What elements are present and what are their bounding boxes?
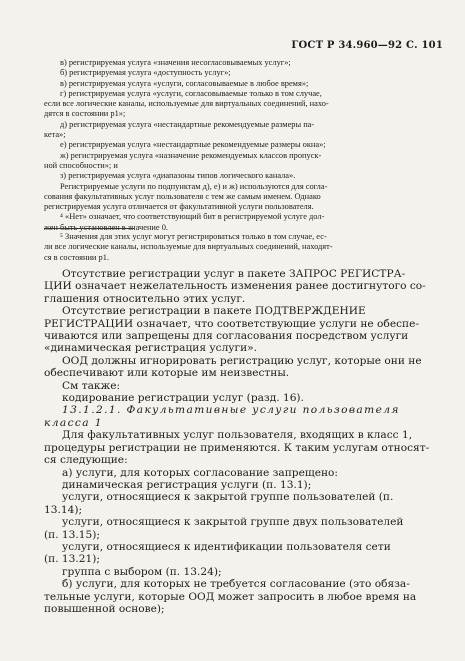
text-line: ся следующие: xyxy=(44,454,128,467)
text-line: б) услуги, для которых не требуется согласование (это обяза- xyxy=(62,578,410,591)
list-line: б) регистрируемая услуга «доступность услуг»; xyxy=(60,68,231,78)
list-line: в) регистрируемая услуга «услуги, согласовываемые в любое время»; xyxy=(60,78,309,88)
list-line: в) регистрируемая услуга «значения несогласовываемых услуг»; xyxy=(60,58,291,67)
main-text xyxy=(44,268,442,615)
text-line: Отсутствие регистрации услуг в пакете ЗАПРОС РЕГИСТРА- xyxy=(62,268,406,280)
text-line: РЕГИСТРАЦИИ означает, что соответствующие услуги не обеспе- xyxy=(44,317,419,330)
text-line: 13.14); xyxy=(44,503,83,516)
list-line: Регистрируемые услуги по подпунктам д), е) и ж) используются для согла- xyxy=(60,181,328,191)
text-line: а) услуги, для которых согласование запрещено: xyxy=(62,466,338,479)
text-line: «динамическая регистрация услуги». xyxy=(44,342,258,355)
text-line: кодирование регистрации услуг (разд. 16). xyxy=(62,392,304,405)
text-line: группа с выбором (п. 13.24); xyxy=(62,565,222,578)
text-line: процедуры регистрации не применяются. К таким услугам относят- xyxy=(44,441,430,454)
text-line: класса 1 xyxy=(44,416,103,429)
list-line: регистрируемая услуга отличается от факультативной услуги пользователя. xyxy=(44,202,314,212)
text-line: (п. 13.15); xyxy=(44,528,100,541)
text-line: услуги, относящиеся к закрытой группе двух пользователей xyxy=(62,516,404,529)
text-line: ООД должны игнорировать регистрацию услуг, которые они не xyxy=(62,354,422,367)
list-line: ной способности»; и xyxy=(44,160,118,170)
list-line: дятся в состоянии p1»; xyxy=(44,109,126,119)
text-line: обеспечивают или которые им неизвестны. xyxy=(44,367,290,380)
page-header: ГОСТ Р 34.960—92 С. 101 xyxy=(291,40,443,51)
list-line: д) регистрируемая услуга «нестандартные рекомендуемые размеры па- xyxy=(60,119,315,129)
text-line: тельные услуги, которые ООД может запросить в любое время на xyxy=(44,590,417,603)
text-line: (п. 13.21); xyxy=(44,553,100,566)
list-line: если все логические каналы, используемые для виртуальных соединений, нахо- xyxy=(44,99,329,109)
text-line: услуги, относящиеся к закрытой группе пользователей (п. xyxy=(62,491,394,504)
footnote-rule xyxy=(44,228,134,229)
list-line: з) регистрируемая услуга «диапазоны типов логического канала». xyxy=(60,171,296,181)
footnote-line: ли все логические каналы, используемые для виртуальных соединений, находят- xyxy=(44,242,333,252)
list-line: г) регистрируемая услуга «услуги, согласовываемые только в том случае, xyxy=(60,88,322,98)
text-line: См также: xyxy=(62,379,121,392)
text-line: Для факультативных услуг пользователя, входящих в класс 1, xyxy=(62,429,413,442)
list-line: жен быть установлен в значение 0. xyxy=(44,222,169,232)
footnote-line: ⁵ Значения для этих услуг могут регистрироваться только в том случае, ес- xyxy=(60,232,327,241)
list-line: е) регистрируемая услуга «нестандартные рекомендуемые размеры окна»; xyxy=(60,140,326,150)
text-line: Отсутствие регистрации в пакете ПОДТВЕРЖДЕНИЕ xyxy=(62,305,366,318)
text-line: услуги, относящиеся к идентификации пользователя сети xyxy=(62,540,391,553)
text-line: повышенной основе); xyxy=(44,602,165,615)
list-line: кета»; xyxy=(44,130,66,140)
footnote xyxy=(44,232,444,263)
list-line: ж) регистрируемая услуга «назначение рекомендуемых классов пропуск- xyxy=(60,150,322,160)
text-line: глашения относительно этих услуг. xyxy=(44,292,246,305)
list-line: ⁴ «Нет» означает, что соответствующий бит в регистрируемой услуге дол- xyxy=(60,212,325,222)
text-line: динамическая регистрация услуги (п. 13.1); xyxy=(62,478,312,491)
text-line: ЦИИ означает нежелательность изменения ранее достигнутого со- xyxy=(44,280,426,293)
list-line: сования факультативных услуг пользователя с тем же самым именем. Однако xyxy=(44,191,321,201)
text-line: 13.1.2.1. Факультативные услуги пользователя xyxy=(62,404,400,417)
registered-services-list xyxy=(44,58,444,233)
text-line: чиваются или запрещены для согласования посредством услуги xyxy=(44,330,409,343)
footnote-line: ся в состоянии p1. xyxy=(44,252,109,262)
